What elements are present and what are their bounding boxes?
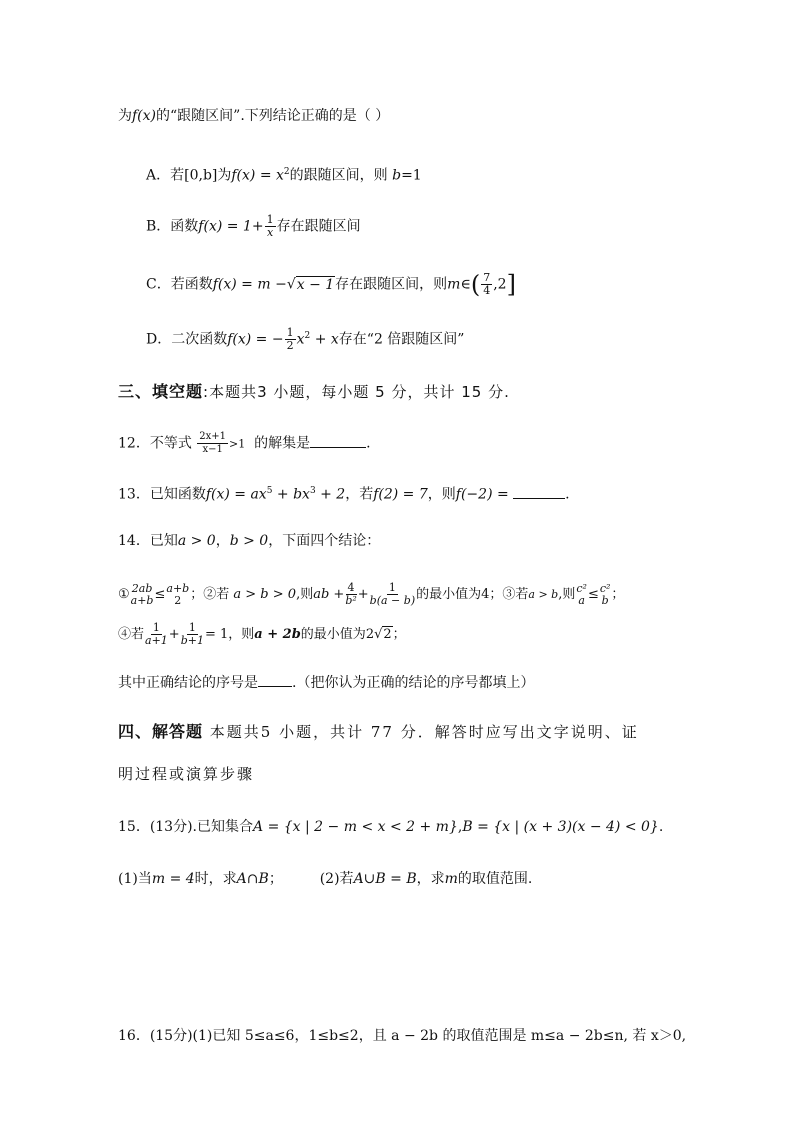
section-4-heading	[118, 721, 639, 743]
fraction	[600, 583, 611, 607]
fraction	[166, 583, 189, 607]
math-symbol: ∈	[460, 276, 471, 293]
section-4-heading-cont	[118, 763, 254, 785]
section-desc: 本题共5 小题，共计 77 分．解答时应写出文字说明、证	[203, 723, 639, 741]
exponent: 2	[304, 331, 311, 341]
fraction	[481, 272, 492, 297]
text: 的“跟随区间”.下列结论正确的是（ ）	[156, 108, 390, 124]
exponent: 2	[283, 167, 290, 177]
fraction	[131, 583, 154, 607]
answer-blank[interactable]	[310, 434, 366, 448]
text: 其中正确结论的序号是	[118, 675, 258, 691]
option-label: B．函数	[146, 218, 199, 235]
math-function: f(x) = 1+	[198, 218, 264, 235]
radicand: 2	[383, 627, 392, 642]
denominator: a	[578, 593, 585, 607]
numerator: 1	[286, 326, 294, 340]
math-interval: [0,b]	[184, 167, 218, 184]
fraction	[285, 327, 296, 352]
question-14-conclusions-row-2	[118, 622, 406, 647]
section-desc: 明过程或演算步骤	[118, 765, 255, 783]
text: 存在跟随区间	[276, 218, 361, 235]
exponent: 5	[266, 486, 273, 496]
fraction	[576, 583, 587, 607]
fraction	[145, 622, 168, 647]
denominator: x	[266, 226, 274, 239]
numerator: 4	[347, 581, 355, 594]
fraction	[265, 214, 276, 239]
math-symbol: +	[168, 627, 180, 642]
text: 14．已知	[118, 533, 178, 549]
math-expression: f(2) = 7	[373, 486, 428, 503]
math-var: x	[296, 331, 305, 348]
fraction	[370, 582, 415, 607]
math-text: >1	[229, 437, 246, 451]
text: .（把你认为正确的结论的序号都填上）	[292, 675, 535, 691]
math-term: ab +	[313, 587, 345, 602]
question-11-tail	[118, 106, 389, 126]
fraction	[197, 431, 228, 456]
text: ，下面四个结论：	[268, 533, 381, 549]
question-14-answer	[118, 673, 534, 693]
question-12	[118, 431, 371, 456]
text: ，则	[427, 486, 456, 503]
math-condition: a > b > 0	[233, 587, 297, 602]
text: 的最小值为4；	[416, 587, 503, 602]
math-symbol: +	[357, 587, 369, 602]
math-function: f(x) = m −	[212, 276, 287, 293]
text: 12．不等式	[118, 435, 192, 452]
numerator: 7	[483, 271, 491, 284]
text: ②若	[203, 587, 230, 602]
text: 的取值范围.	[457, 871, 533, 887]
denominator: 2	[286, 339, 294, 353]
option-label: C．若函数	[146, 276, 213, 293]
math-expression: A∩B	[236, 871, 269, 887]
math-set: B = {x | (x + 3)(x − 4) < 0}	[462, 819, 659, 835]
text: ，求	[416, 871, 445, 887]
option-label: A．若	[146, 167, 185, 184]
math-condition: a > b	[528, 588, 559, 601]
math-condition: b > 0	[229, 533, 269, 549]
radicand: x − 1	[296, 276, 335, 293]
option-label: D．二次函数	[146, 331, 228, 348]
sqrt-sign: √	[374, 627, 383, 642]
denominator: b+1	[180, 634, 204, 647]
math-expression: f(−2) =	[455, 486, 509, 503]
text: 的解集是	[254, 435, 311, 452]
text: 的最小值为	[300, 627, 366, 642]
math-var: m	[444, 871, 458, 887]
denominator: x−1	[202, 444, 223, 455]
math-condition: m = 4	[151, 871, 195, 887]
text: =1	[401, 167, 422, 184]
question-13	[118, 481, 570, 505]
circled-number: ①	[118, 587, 130, 602]
text: ；	[611, 587, 625, 602]
section-title: 三、填空题	[118, 382, 204, 401]
denominator: 4	[483, 284, 491, 297]
text: (2)若	[319, 871, 354, 887]
text: 存在跟随区间，则	[335, 276, 448, 293]
option-b	[146, 214, 361, 239]
option-d	[146, 326, 464, 352]
denominator: 2	[174, 593, 182, 607]
math-symbol: ≤	[587, 587, 599, 602]
numerator: c²	[576, 581, 587, 595]
question-15	[118, 817, 663, 837]
text: ,则	[558, 587, 576, 602]
math-set: A = {x | 2 − m < x < 2 + m}	[253, 819, 458, 835]
text: ；	[268, 871, 283, 887]
numerator: 2ab	[131, 581, 153, 595]
text: .	[565, 486, 570, 503]
text: 16．(15分)(1)已知 5≤a≤6，1≤b≤2，且 a − 2b 的取值范围是 m≤a − 2b≤n, 若 x＞0,	[118, 1028, 687, 1044]
question-14-conclusions-row-1	[118, 582, 624, 607]
math-value: 2	[365, 627, 375, 642]
math-text: = 1	[204, 627, 229, 642]
math-term: + x	[310, 331, 339, 348]
text: ，若	[345, 486, 374, 503]
numerator: 1	[152, 621, 160, 634]
answer-blank[interactable]	[258, 673, 292, 687]
text: 13．已知函数	[118, 486, 206, 503]
section-title: 四、解答题	[118, 722, 204, 741]
text: .	[658, 819, 664, 835]
option-c	[146, 272, 516, 297]
math-symbol: ≤	[154, 587, 166, 602]
numerator: 2x+1	[199, 431, 227, 442]
text: .	[366, 435, 371, 452]
text: 15．(13分).已知集合	[118, 819, 254, 835]
numerator: a+b	[166, 581, 190, 595]
text: 为	[217, 167, 232, 184]
text: 存在“2 倍跟随区间”	[338, 331, 465, 348]
text: ④若	[118, 627, 145, 642]
numerator: 1	[266, 213, 274, 226]
text: ，	[215, 533, 230, 549]
math-function: f(x) = ax	[205, 486, 267, 503]
denominator: a+1	[145, 634, 168, 647]
math-function: f(x) = x	[231, 167, 284, 184]
math-var: m	[447, 276, 461, 293]
section-3-heading	[118, 381, 510, 403]
right-bracket: ]	[506, 270, 516, 299]
question-16	[118, 1026, 686, 1046]
fraction	[345, 582, 356, 607]
text: 为	[118, 108, 132, 124]
option-a	[146, 162, 422, 186]
answer-blank[interactable]	[513, 485, 565, 499]
math-condition: a > 0	[177, 533, 216, 549]
text: 的跟随区间，则	[289, 167, 393, 184]
fraction	[181, 622, 204, 647]
question-15-parts	[118, 869, 532, 889]
math-term: + bx	[272, 486, 310, 503]
numerator: 1	[388, 581, 396, 594]
text: ；	[392, 627, 406, 642]
text: 时，求	[194, 871, 237, 887]
sqrt-sign: √	[286, 276, 296, 293]
denominator: b(a − b)	[369, 594, 416, 607]
math-expression: a + 2b	[254, 627, 301, 642]
left-paren: (	[470, 270, 481, 299]
text: ,	[457, 819, 463, 835]
denominator: a+b	[130, 593, 154, 607]
math-term: + 2	[315, 486, 346, 503]
text: ③若	[502, 587, 529, 602]
math-expression: A∪B = B	[353, 871, 417, 887]
math-var: b	[392, 167, 402, 184]
text: (1)当	[118, 871, 152, 887]
math: f(x)	[132, 108, 157, 124]
math-function: f(x) = −	[227, 331, 284, 348]
numerator: 1	[188, 621, 196, 634]
exponent: 3	[309, 486, 316, 496]
question-14-stem	[118, 531, 380, 551]
text: ，则	[228, 627, 255, 642]
math-text: ,2	[493, 276, 507, 293]
denominator: b	[601, 593, 609, 607]
section-desc: :本题共3 小题，每小题 5 分，共计 15 分.	[203, 383, 510, 401]
text: ；	[190, 587, 204, 602]
denominator: b²	[345, 594, 357, 607]
text: ,则	[296, 587, 314, 602]
numerator: c²	[599, 581, 611, 595]
